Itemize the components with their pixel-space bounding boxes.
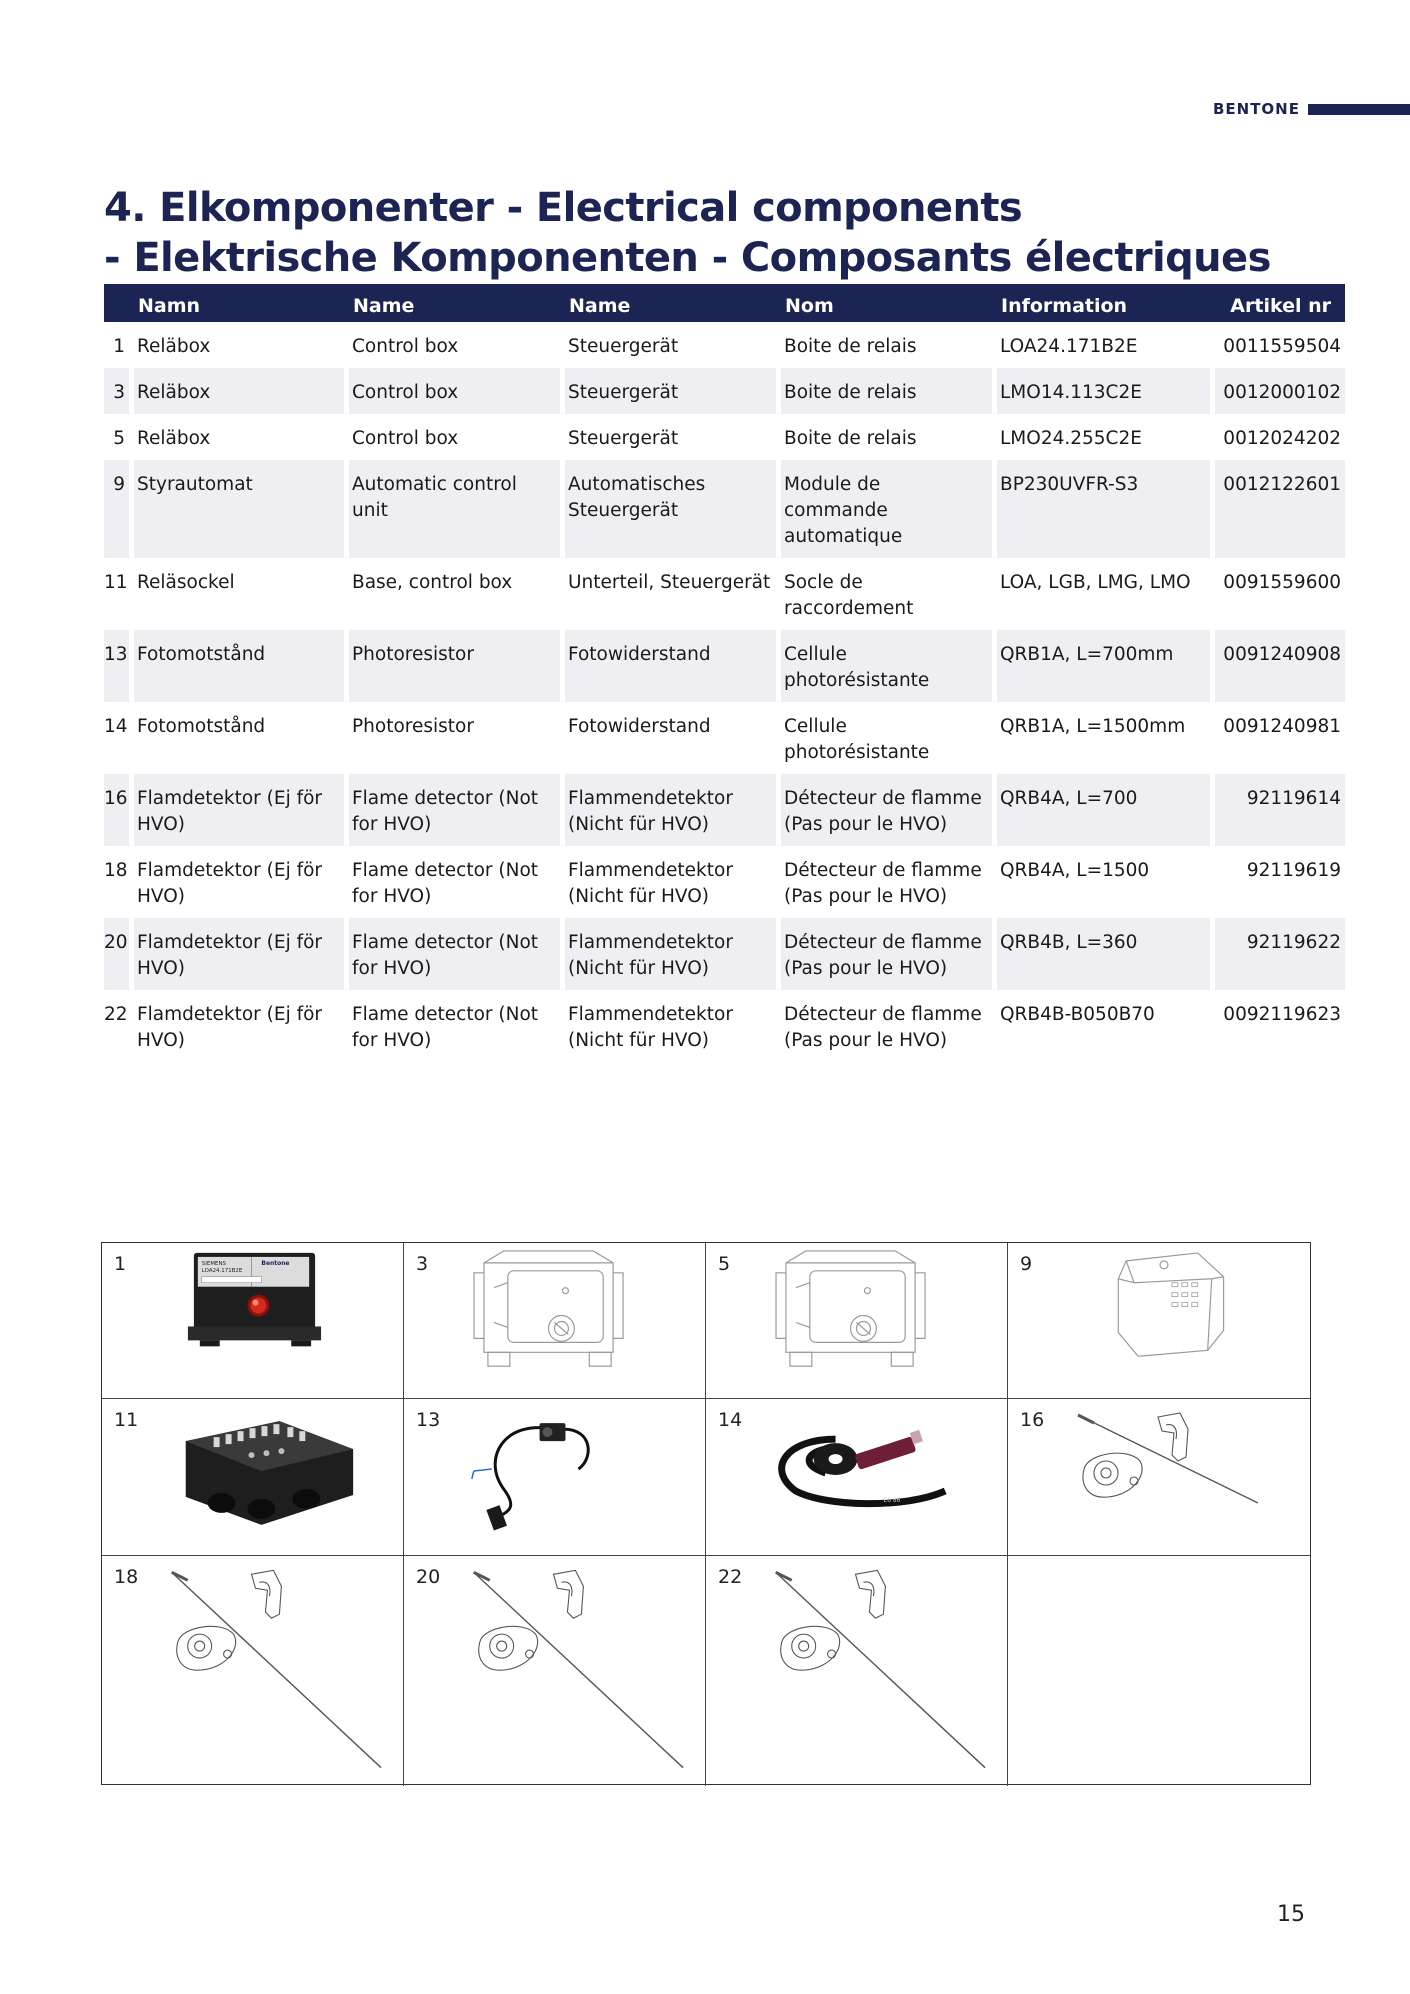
page-title-line-1: 4. Elkomponenter - Electrical components [104,185,1023,231]
table-cell-en: Control box [349,368,565,414]
table-cell-fr: Détecteur de flamme (Pas pour le HVO) [781,846,997,918]
table-cell-en: Photoresistor [349,702,565,774]
image-cell [706,1243,1008,1399]
table-cell-de: Steuergerät [565,322,781,368]
table-cell-art: 0012000102 [1215,368,1345,414]
table-cell-de: Fotowiderstand [565,702,781,774]
table-cell-de: Flammendetektor (Nicht für HVO) [565,918,781,990]
photoresistor-photo-image [404,1399,705,1555]
table-cell-info: QRB1A, L=1500mm [997,702,1215,774]
table-cell-de: Steuergerät [565,368,781,414]
image-cell-number: 1 [114,1253,127,1275]
image-cell [706,1399,1008,1556]
flame-detector-drawing-image [102,1556,403,1786]
header-pos [104,284,134,322]
table-row [104,368,1345,414]
table-cell-sv: Reläbox [134,368,349,414]
image-grid [101,1242,1311,1785]
table-cell-info: BP230UVFR-S3 [997,460,1215,558]
table-cell-en: Flame detector (Not for HVO) [349,918,565,990]
table-cell-en: Flame detector (Not for HVO) [349,774,565,846]
table-cell-pos: 9 [104,460,134,558]
page-title-line-2: - Elektrische Komponenten - Composants électriques [104,235,1271,281]
table-cell-fr: Boite de relais [781,368,997,414]
table-cell-art: 92119619 [1246,860,1341,881]
photoresistor-photo-image [706,1399,1007,1555]
table-cell-en: Control box [349,322,565,368]
table-cell-art: 0091559600 [1223,572,1341,593]
parts-table [104,284,1345,1062]
table-cell-info: LMO14.113C2E [997,368,1215,414]
table-cell-en: Photoresistor [349,630,565,702]
table-cell-art: 92119614 [1215,774,1345,846]
table-row [104,322,1345,368]
table-cell-de: Fotowiderstand [565,630,781,702]
table-cell-pos: 20 [104,918,134,990]
table-cell-sv: Fotomotstånd [134,702,349,774]
base-photo-image [102,1399,403,1555]
flame-detector-drawing-image [404,1556,705,1786]
table-row [104,630,1345,702]
table-cell-fr: Cellule photorésistante [781,702,997,774]
table-cell-fr: Module de commande automatique [781,460,997,558]
table-cell-en: Control box [349,414,565,460]
table-cell-sv: Reläsockel [134,558,349,630]
table-cell-fr: Boite de relais [781,414,997,460]
image-cell [706,1556,1008,1786]
table-row [104,846,1345,918]
image-cell-number: 20 [416,1566,441,1588]
table-cell-de: Flammendetektor (Nicht für HVO) [565,990,781,1062]
table-cell-info: QRB4A, L=700 [997,774,1215,846]
image-cell [1008,1243,1310,1399]
table-cell-fr: Cellule photorésistante [781,630,997,702]
table-body [104,322,1345,1062]
image-cell [102,1556,404,1786]
control-box-photo-image [102,1243,403,1398]
image-cell-number: 22 [718,1566,743,1588]
table-cell-pos: 18 [104,846,134,918]
table-cell-pos: 14 [104,702,134,774]
table-cell-art: 0091240981 [1223,716,1341,737]
header-cell: Name [565,284,781,322]
table-cell-info: LOA24.171B2E [997,322,1215,368]
image-cell-number: 11 [114,1409,139,1431]
table-cell-sv: Styrautomat [134,460,349,558]
table-cell-pos: 22 [104,990,134,1062]
header-cell: Information [997,284,1215,322]
table-row [104,702,1345,774]
table-cell-info: QRB4B-B050B70 [997,990,1215,1062]
image-cell [404,1556,706,1786]
table-cell-info: LMO24.255C2E [997,414,1215,460]
table-cell-sv: Reläbox [134,322,349,368]
table-cell-en: Flame detector (Not for HVO) [349,846,565,918]
table-cell-de: Flammendetektor (Nicht für HVO) [565,774,781,846]
table-cell-art: 0012122601 [1215,460,1345,558]
image-cell-number: 13 [416,1409,441,1431]
table-cell-de: Flammendetektor (Nicht für HVO) [565,846,781,918]
table-cell-pos: 16 [104,774,134,846]
table-row [104,990,1345,1062]
header-cell: Namn [134,284,349,322]
table-cell-info: QRB4B, L=360 [997,918,1215,990]
table-cell-info: QRB1A, L=700mm [997,630,1215,702]
table-row [104,558,1345,630]
table-cell-fr: Boite de relais [781,322,997,368]
image-cell [102,1399,404,1556]
image-cell-number: 14 [718,1409,743,1431]
table-cell-de: Automatisches Steuergerät [565,460,781,558]
table-cell-fr: Détecteur de flamme (Pas pour le HVO) [781,918,997,990]
table-cell-fr: Détecteur de flamme (Pas pour le HVO) [781,990,997,1062]
page-title [104,183,1344,283]
svg-text:Bentone: Bentone [261,1259,290,1267]
image-cell-number: 18 [114,1566,139,1588]
table-cell-art: 0092119623 [1223,1004,1341,1025]
control-box-drawing-image [706,1243,1007,1398]
table-cell-art: 0011559504 [1223,336,1341,357]
table-cell-pos: 3 [104,368,134,414]
image-cell [1008,1399,1310,1556]
table-cell-art: 0091240908 [1215,630,1345,702]
image-cell-number: 5 [718,1253,731,1275]
table-cell-pos: 11 [104,558,134,630]
table-cell-en: Flame detector (Not for HVO) [349,990,565,1062]
table-cell-info: QRB4A, L=1500 [997,846,1215,918]
table-cell-sv: Flamdetektor (Ej för HVO) [134,774,349,846]
table-cell-pos: 1 [104,322,134,368]
header-cell: Artikel nr [1215,284,1345,322]
image-cell [404,1399,706,1556]
brand-bar [1308,104,1410,115]
table-cell-sv: Flamdetektor (Ej för HVO) [134,990,349,1062]
header-cell: Name [349,284,565,322]
table-cell-info: LOA, LGB, LMG, LMO [997,558,1215,630]
brand-name: BENTONE [1212,100,1300,118]
table-cell-de: Unterteil, Steuergerät [565,558,781,630]
svg-text:E6 86: E6 86 [883,1496,901,1504]
flame-detector-drawing-image [1008,1399,1310,1555]
table-cell-art: 0012024202 [1223,428,1341,449]
svg-text:LOA24.171B2E: LOA24.171B2E [201,1267,243,1274]
table-cell-pos: 13 [104,630,134,702]
table-cell-sv: Flamdetektor (Ej för HVO) [134,846,349,918]
table-row [104,774,1345,846]
control-box-drawing-image [404,1243,705,1398]
table-cell-fr: Détecteur de flamme (Pas pour le HVO) [781,774,997,846]
image-cell-number: 9 [1020,1253,1033,1275]
image-cell [1008,1556,1310,1786]
table-cell-en: Automatic control unit [349,460,565,558]
header-cell: Nom [781,284,997,322]
brand-header [1213,100,1410,118]
image-cell [102,1243,404,1399]
control-unit-drawing-image [1008,1243,1310,1398]
page-number: 15 [1277,1902,1305,1927]
flame-detector-drawing-image [706,1556,1007,1786]
table-cell-sv: Flamdetektor (Ej för HVO) [134,918,349,990]
image-cell-number: 3 [416,1253,429,1275]
table-cell-sv: Reläbox [134,414,349,460]
image-cell-number: 16 [1020,1409,1045,1431]
table-cell-de: Steuergerät [565,414,781,460]
table-row [104,414,1345,460]
table-header-row [104,284,1345,322]
table-cell-art: 92119622 [1215,918,1345,990]
table-row [104,918,1345,990]
table-cell-en: Base, control box [349,558,565,630]
table-cell-sv: Fotomotstånd [134,630,349,702]
svg-text:SIEMENS: SIEMENS [201,1260,227,1267]
table-cell-pos: 5 [104,414,134,460]
table-cell-fr: Socle de raccordement [781,558,997,630]
image-cell [404,1243,706,1399]
table-row [104,460,1345,558]
